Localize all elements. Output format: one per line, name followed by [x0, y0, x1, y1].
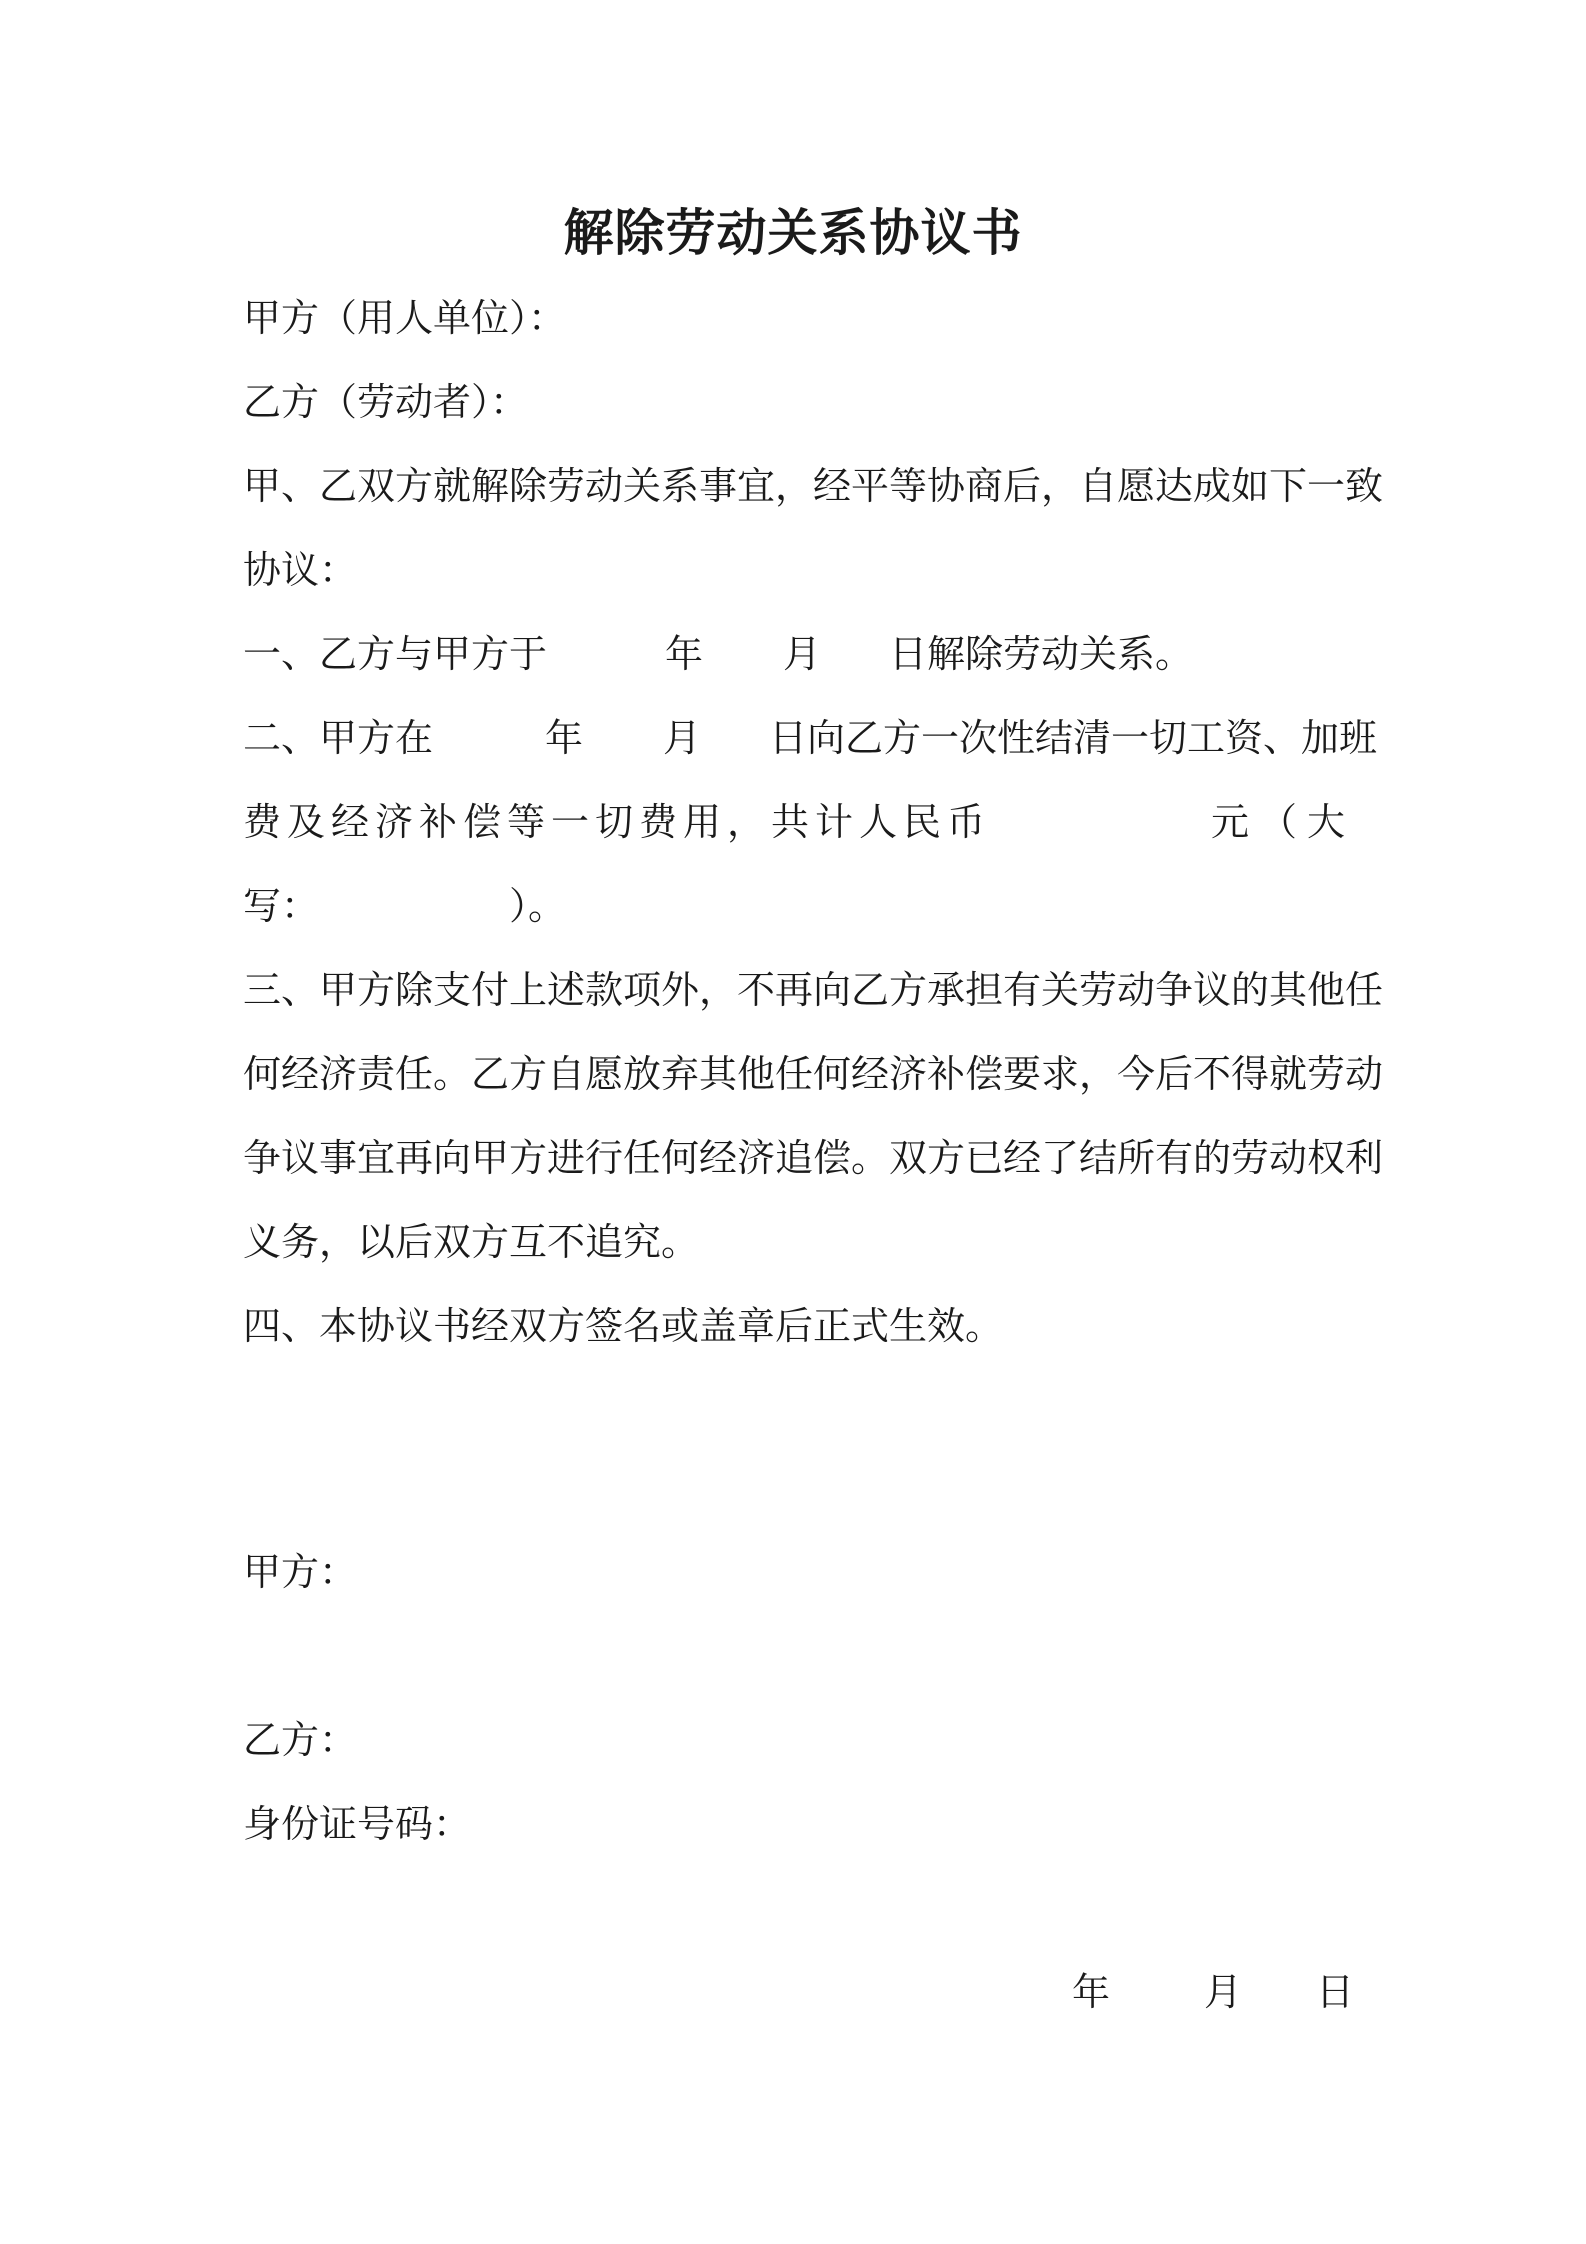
clause-2-uppercase-label: 写： [243, 884, 320, 928]
clause-2-month: 月 [663, 716, 702, 760]
signature-id-number: 身份证号码： [243, 1802, 472, 1846]
signature-party-b: 乙方： [243, 1718, 358, 1762]
clause-2-suffix: 日向乙方一次性结清一切工资、加班 [769, 716, 1378, 760]
signature-date-year: 年 [1072, 1970, 1111, 2014]
clause-2-line-1 [243, 696, 1378, 780]
clause-3-line-3: 争议事宜再向甲方进行任何经济追偿。双方已经了结所有的劳动权利 [243, 1136, 1384, 1180]
clause-1-month: 月 [783, 632, 822, 676]
clause-1-year: 年 [665, 632, 704, 676]
clause-2-line-3 [243, 864, 1355, 948]
clause-1 [243, 612, 1355, 696]
clause-3-line-4: 义务，以后双方互不追究。 [243, 1220, 700, 1264]
intro-line-2: 协议： [243, 548, 358, 592]
clause-2-amount-unit: 元（大 [1210, 800, 1355, 844]
signature-date-month: 月 [1204, 1970, 1243, 2014]
clause-1-suffix: 日解除劳动关系。 [889, 632, 1194, 676]
party-b-label: 乙方（劳动者）： [243, 380, 529, 424]
clause-3-line-2: 何经济责任。乙方自愿放弃其他任何经济补偿要求，今后不得就劳动 [243, 1052, 1384, 1096]
clause-4: 四、本协议书经双方签名或盖章后正式生效。 [243, 1304, 1004, 1348]
clause-2-prefix: 二、甲方在 [243, 716, 434, 760]
clause-2-amount-text: 费及经济补偿等一切费用，共计人民币 [243, 800, 992, 844]
clause-2-uppercase-close: ）。 [509, 884, 567, 928]
signature-party-a: 甲方： [243, 1550, 358, 1594]
signature-date-day: 日 [1316, 1970, 1355, 2014]
document-title: 解除劳动关系协议书 [563, 203, 1023, 262]
clause-2-year: 年 [545, 716, 584, 760]
clause-1-prefix: 一、乙方与甲方于 [243, 632, 548, 676]
clause-2-line-2 [243, 780, 1355, 864]
party-a-label: 甲方（用人单位）： [243, 296, 567, 340]
clause-3-line-1: 三、甲方除支付上述款项外，不再向乙方承担有关劳动争议的其他任 [243, 968, 1384, 1012]
intro-line-1: 甲、乙双方就解除劳动关系事宜，经平等协商后，自愿达成如下一致 [243, 464, 1384, 508]
